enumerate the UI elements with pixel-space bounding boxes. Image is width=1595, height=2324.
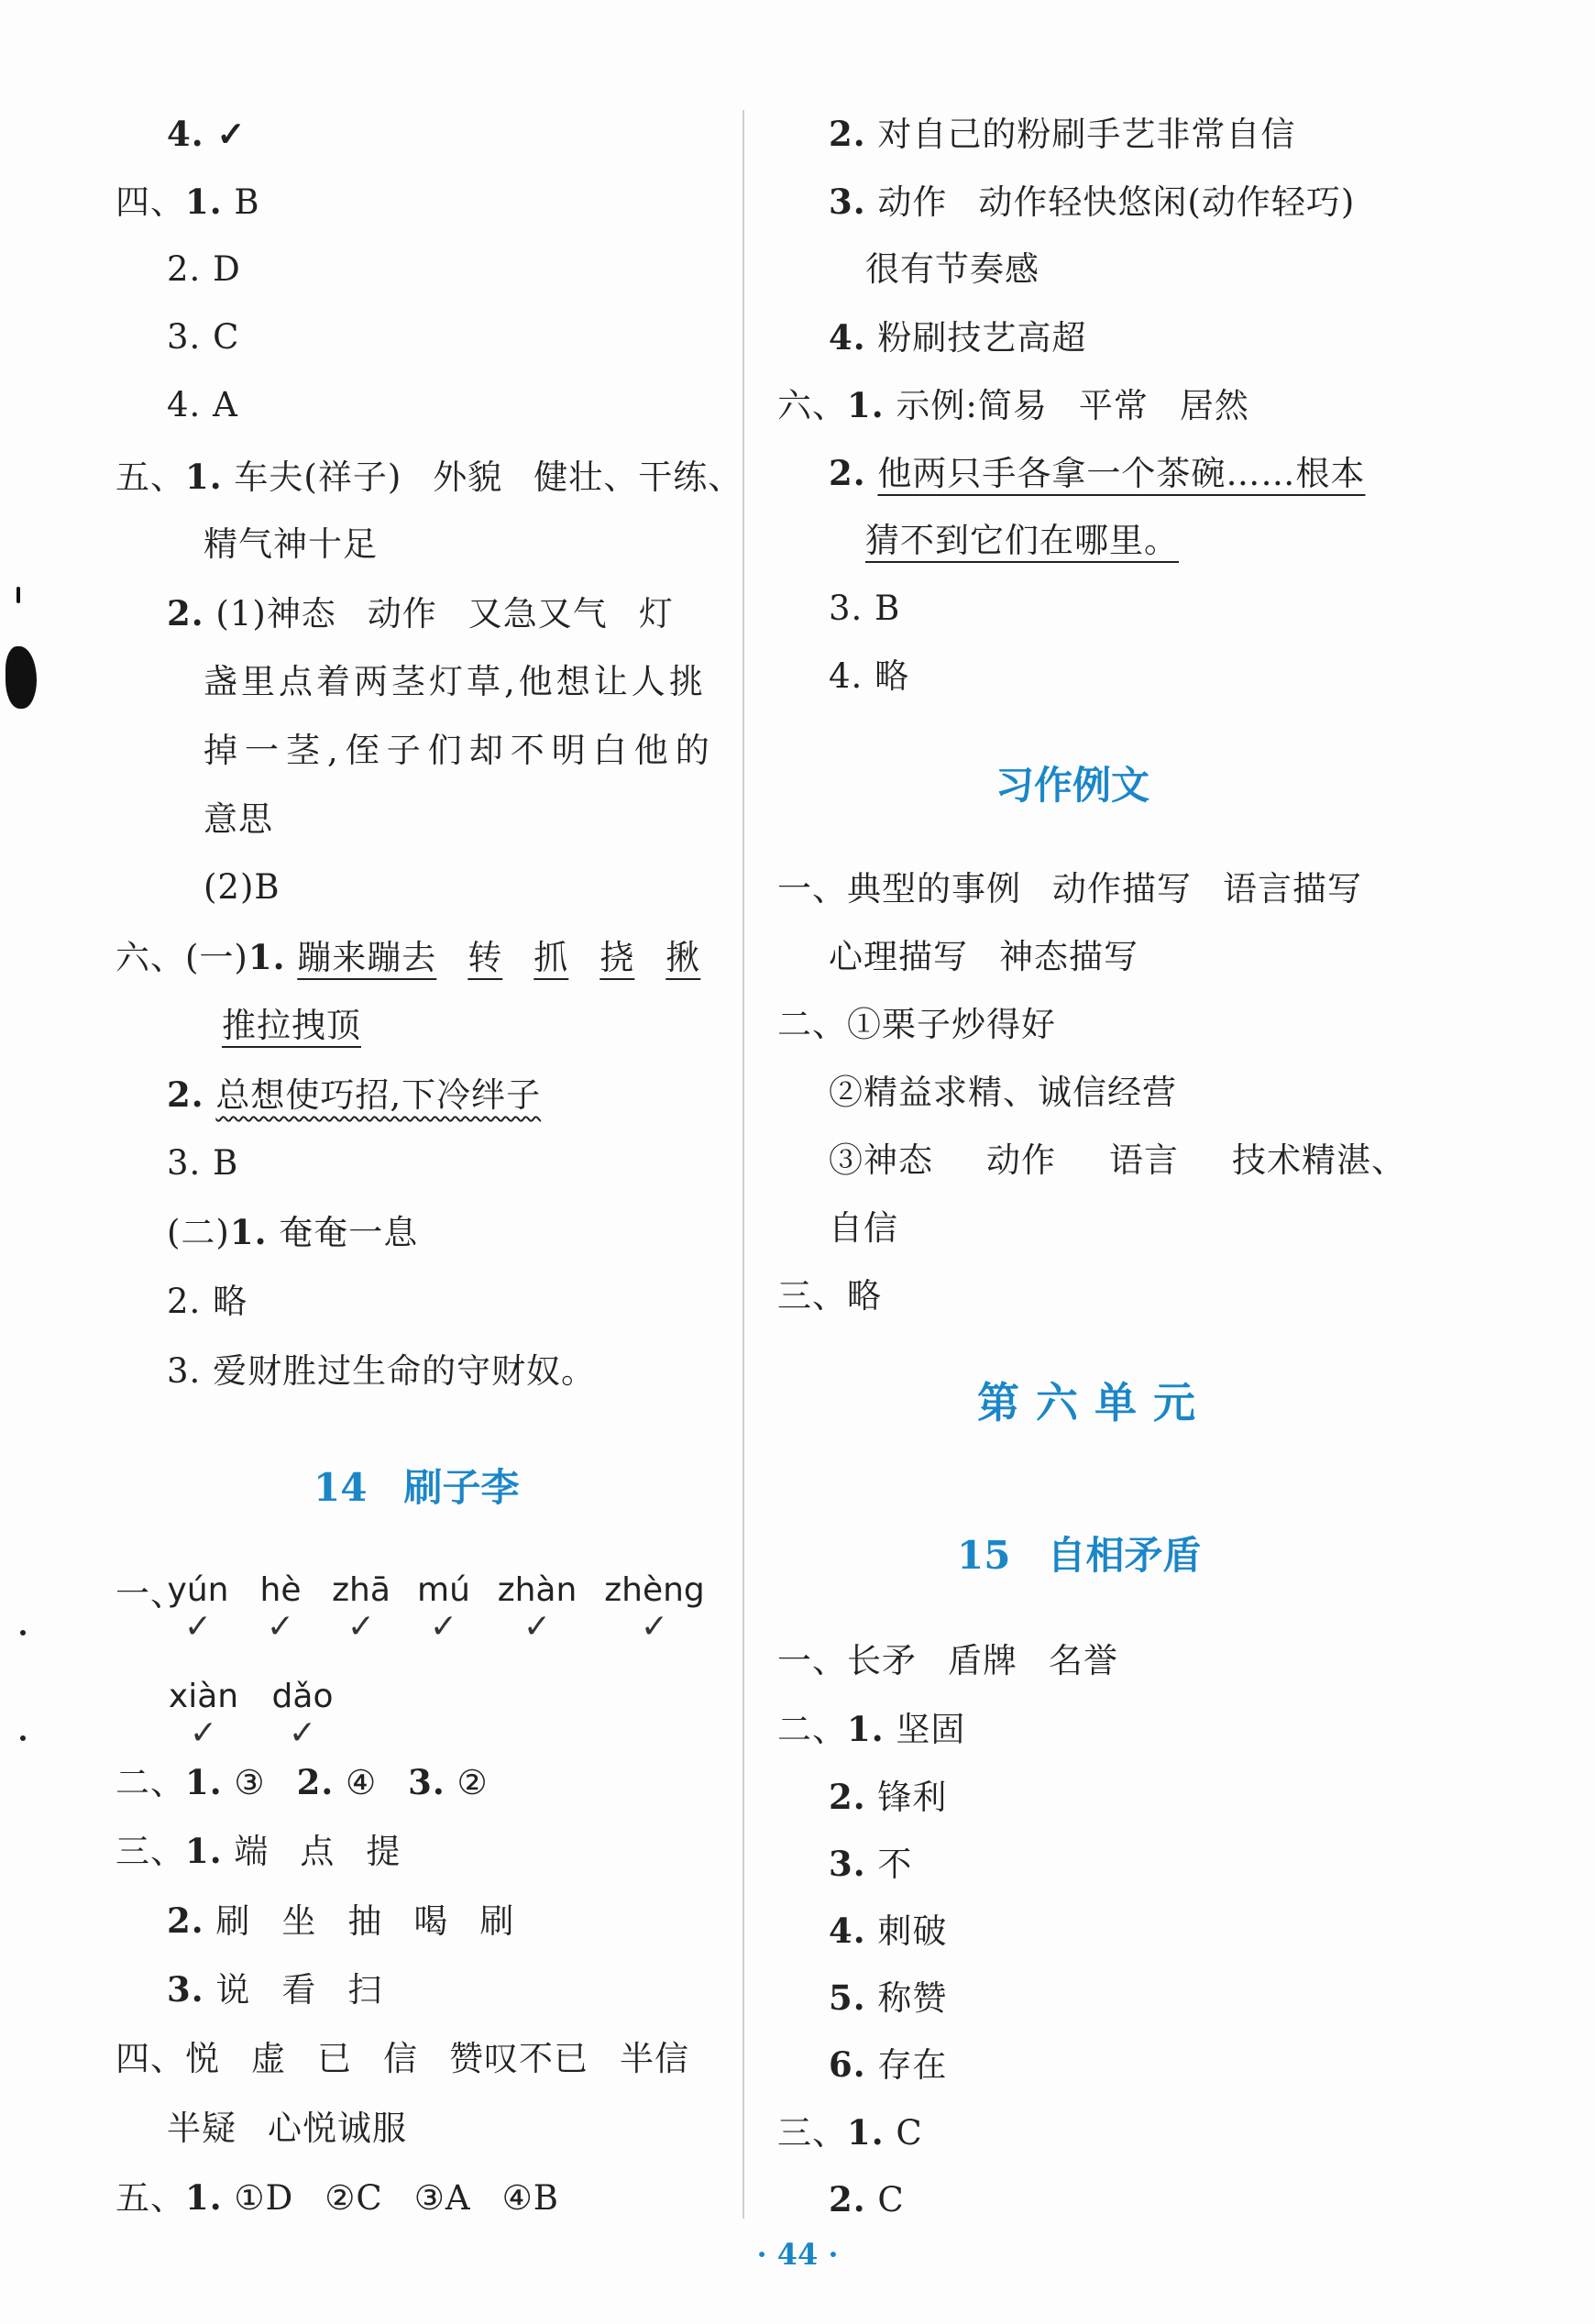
answer-line: 六、1. 示例:简易 平常 居然 — [777, 385, 1249, 425]
answer-line: 3. B — [829, 589, 901, 628]
answer-line: ③神态 动作 语言 技术精湛、 — [829, 1140, 1406, 1180]
answer-line: 三、1. C — [777, 2112, 923, 2153]
answer-line: ②精益求精、诚信经营 — [829, 1073, 1177, 1112]
pinyin-row-2 — [0, 1676, 733, 1752]
column-divider — [742, 110, 744, 2219]
answer-line: 五、1. ①D ②C ③A ④B — [116, 2177, 559, 2218]
answer-line: 掉一茎,侄子们却不明白他的 — [204, 731, 717, 770]
answer-line: 二、①栗子炒得好 — [777, 1005, 1056, 1044]
xizuo-heading: 习作例文 — [996, 763, 1150, 808]
answer-line: 三、略 — [777, 1276, 882, 1316]
answer-line: 2. C — [829, 2179, 905, 2219]
pinyin-item: zhèng ✓ — [604, 1571, 705, 1646]
answer-line: 3. B — [167, 1143, 239, 1183]
answer-line: 4. ✓ — [167, 114, 247, 154]
answer-line: 6. 存在 — [829, 2044, 948, 2085]
answer-line: 二、1. 坚固 — [777, 1709, 966, 1749]
lesson-15-heading: 15 自相矛盾 — [957, 1533, 1202, 1578]
pinyin-prefix: 一、 — [116, 1574, 185, 1614]
answer-line: 2. 他两只手各拿一个茶碗……根本 — [829, 453, 1366, 493]
pinyin-item: hè ✓ — [259, 1571, 302, 1646]
pinyin-row-1 — [0, 1570, 733, 1646]
pinyin-item: xiàn ✓ — [168, 1678, 239, 1752]
answer-line: 精气神十足 — [204, 524, 378, 564]
answer-line: 5. 称赞 — [829, 1977, 948, 2018]
answer-line: 4. A — [167, 385, 238, 424]
answer-line: 三、1. 端 点 提 — [116, 1831, 402, 1871]
lesson-14-heading: 14 刷子李 — [314, 1465, 520, 1510]
pinyin-item: yún ✓ — [167, 1571, 229, 1646]
pinyin-item: mú ✓ — [417, 1571, 470, 1646]
answer-line: 3. 动作 动作轻快悠闲(动作轻巧) — [829, 182, 1356, 222]
pinyin-item: dǎo ✓ — [271, 1678, 334, 1752]
answer-line: 2. 刷 坐 抽 喝 刷 — [167, 1900, 515, 1941]
answer-line: 一、长矛 盾牌 名誉 — [777, 1641, 1118, 1680]
scan-mark — [16, 587, 20, 603]
pinyin-item: zhàn ✓ — [497, 1571, 578, 1646]
scan-dot — [20, 1735, 26, 1741]
answer-line: 二、1. ③ 2. ④ 3. ② — [116, 1762, 489, 1802]
answer-line: 五、1. 车夫(祥子) 外貌 健壮、干练、 — [116, 457, 743, 497]
answer-line: 半疑 心悦诚服 — [167, 2109, 407, 2148]
pinyin-item: zhā ✓ — [332, 1571, 390, 1646]
answer-line: 4. 略 — [829, 656, 910, 696]
page-number: · 44 · — [756, 2237, 839, 2272]
answer-line: 推拉拽顶 — [222, 1006, 361, 1045]
scan-dot — [20, 1630, 26, 1636]
answer-line: 很有节奏感 — [865, 249, 1040, 289]
answer-line: 3. C — [167, 317, 240, 357]
answer-line: 2. 对自己的粉刷手艺非常自信 — [829, 114, 1296, 154]
answer-line: 3. 不 — [829, 1844, 913, 1884]
answer-line: 2. (1)神态 动作 又急又气 灯 — [167, 593, 674, 633]
answer-line: 一、典型的事例 动作描写 语言描写 — [777, 869, 1362, 909]
answer-line: 2. 总想使巧招,下冷绊子 — [167, 1074, 542, 1115]
answer-line: (二)1. 奄奄一息 — [167, 1212, 419, 1252]
answer-line: 心理描写 神态描写 — [829, 937, 1138, 976]
answer-line: 四、悦 虚 已 信 赞叹不已 半信 — [116, 2039, 689, 2078]
answer-line: 盏里点着两茎灯草,他想让人挑 — [204, 662, 707, 701]
answer-line: 自信 — [829, 1208, 898, 1248]
unit-6-title: 第六单元 — [977, 1378, 1212, 1427]
answer-line: 四、1. B — [116, 182, 260, 222]
answer-line: 2. 略 — [167, 1282, 248, 1321]
answer-line: 猜不到它们在哪里。 — [865, 521, 1179, 560]
answer-line: 六、(一)1. 蹦来蹦去 转 抓 挠 揪 — [116, 937, 701, 977]
answer-line: 4. 刺破 — [829, 1911, 948, 1951]
answer-line: 意思 — [204, 799, 273, 839]
answer-line: 3. 说 看 扫 — [167, 1969, 383, 2010]
answer-line: 3. 爱财胜过生命的守财奴。 — [167, 1351, 597, 1391]
answer-line: 4. 粉刷技艺高超 — [829, 317, 1087, 358]
scan-ink-blot — [6, 646, 37, 709]
answer-line: 2. D — [167, 249, 241, 289]
answer-line: (2)B — [204, 867, 280, 907]
answer-line: 2. 锋利 — [829, 1777, 948, 1817]
